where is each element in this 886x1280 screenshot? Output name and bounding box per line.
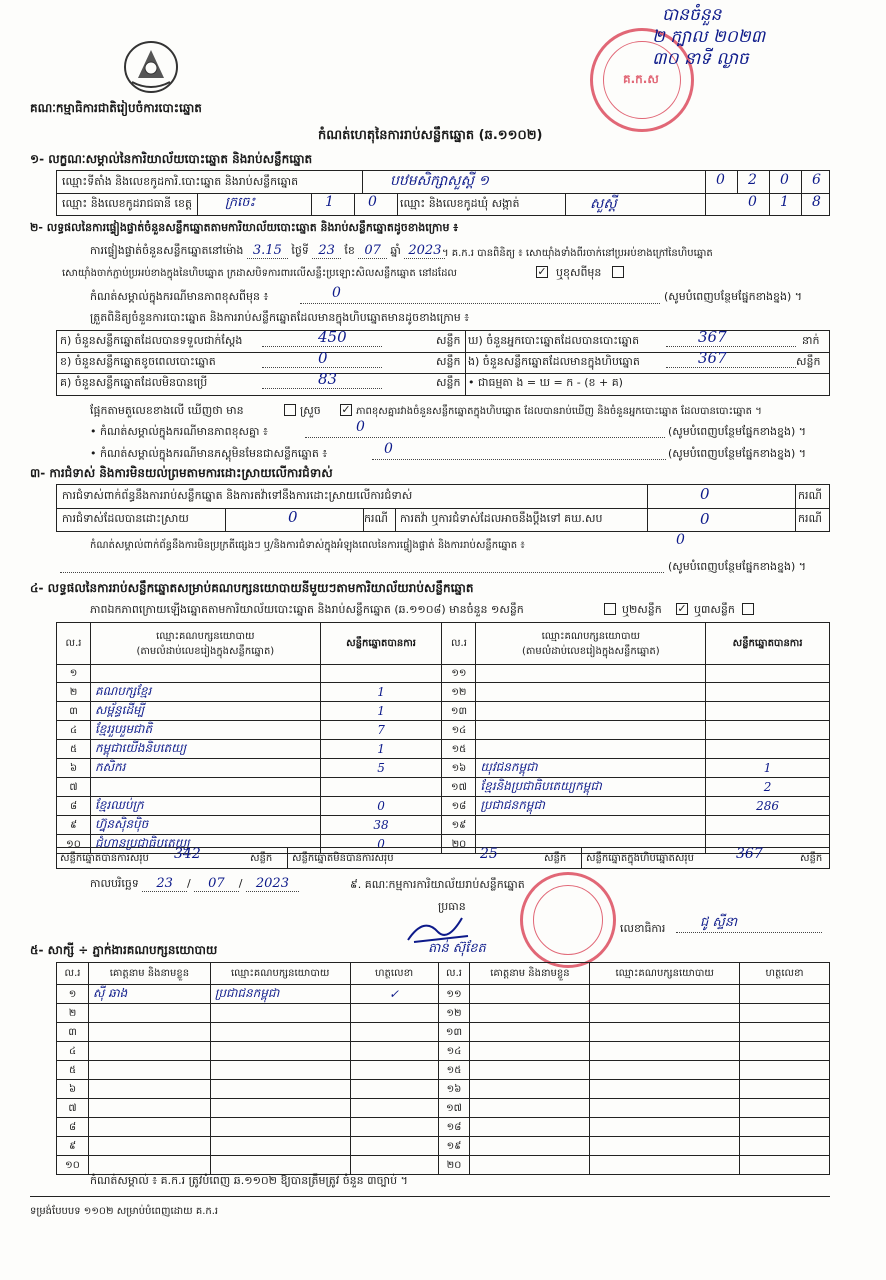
date-line: កាលបរិច្ឆេទ 23 / 07 / 2023 [90,876,299,893]
row-no: ២០ [438,1156,470,1175]
row-no: ១២ [438,1004,470,1023]
party-votes: 38 [320,816,442,835]
party-name [90,778,320,797]
witness-party [210,1042,350,1061]
appeal-unit: ករណី [798,512,822,525]
location-label: ឈ្មោះទីតាំង និងលេខកូដការិ.បោះឆ្នោត និងរាប់សន្លឹកឆ្នោត [62,175,299,188]
party-votes [706,665,830,683]
table-row [57,759,830,778]
party-name: យុវជនកម្ពុជា [476,759,706,778]
location-code-1: 0 [716,172,725,188]
count-intro: ត្រួតពិនិត្យចំនួនការបោះឆ្នោត និងការរាប់សន្លឹកឆ្នោតដែលមានក្នុងហិបឆ្នោតមានដូចខាងក្រោម ៖ [90,311,470,324]
valid-total-unit: សន្លឹក [250,853,273,864]
witness-signature [350,1156,438,1175]
party-name [476,721,706,740]
row-no: ១៥ [438,1061,470,1080]
witness-name [88,1023,210,1042]
witness-party [210,1061,350,1080]
row-no: ១៤ [438,1042,470,1061]
fill-hint-1: (សូមបំពេញបន្ថែមផ្នែកខាងខ្នង) ។ [664,290,803,303]
committee-seal [520,872,616,968]
witness-party [210,1156,350,1175]
same-checkbox[interactable]: ✓ [537,265,547,278]
w-col-name: គោត្តនាម និងនាមខ្លួន [88,963,210,985]
footnote: កំណត់សម្គាល់ ៖ គ.ក.រ ត្រូវបំពេញ ឆ.១១០២ ឱ្យបានត្រឹមត្រូវ ចំនួន ៣ច្បាប់ ។ [90,1174,408,1187]
table-row [57,778,830,797]
row-no: ៤ [57,1042,89,1061]
org-name: គណៈកម្មាធិការជាតិរៀបចំការបោះឆ្នោត [30,101,202,115]
invalid-total-value: 25 [480,846,498,862]
fill-hint-2: (សូមបំពេញបន្ថែមផ្នែកខាងខ្នង) ។ [668,425,807,438]
secretary-label: លេខាធិការ [620,922,666,935]
row-no: ៥ [57,1061,89,1080]
witness-row [57,1042,830,1061]
witness-name [470,1137,590,1156]
witness-name [470,1004,590,1023]
verify-day: 23 [312,243,341,259]
section-5-heading: ៥- សាក្សី ÷ ភ្នាក់ងារគណបក្សនយោបាយ [30,943,218,957]
party-name [476,816,706,835]
col-votes-right: សន្លឹកឆ្នោតបានការ [706,623,830,665]
witness-row [57,1137,830,1156]
witness-table [56,962,830,1175]
witness-row [57,1023,830,1042]
witness-row [57,1099,830,1118]
party-name: ជំហានប្រជាធិបតេយ្យ [90,835,320,854]
party-votes [706,740,830,759]
row-no: ៨ [57,797,91,816]
table-row [57,816,830,835]
witness-party [210,1080,350,1099]
party-name [476,702,706,721]
table-row [57,721,830,740]
table-row [57,797,830,816]
party-votes: 1 [320,702,442,721]
valid-total-value: 342 [174,846,201,862]
witness-party [590,1099,740,1118]
no-difference-checkbox[interactable] [284,404,296,416]
verify-line-tail: ។ គ.ក.រ បានពិនិត្យ ៖ សោយ៉ាំងទាំងពីរចាក់នៅប្រអប់ខាងក្រៅនៃហិបឆ្នោត [442,248,713,259]
w-col-sign: ហត្ថលេខា [350,963,438,985]
ballot-box-value: 367 [698,349,727,367]
party-votes [706,683,830,702]
foreign-object-value: 0 [384,441,393,457]
row-no: ១០ [57,1156,89,1175]
row-no: ១២ [442,683,476,702]
row-no: ១៤ [442,721,476,740]
row-no: ១៩ [438,1137,470,1156]
witness-row [57,1004,830,1023]
table-row [57,702,830,721]
emblem-icon [120,38,182,96]
table-row [57,740,830,759]
objection-unit: ករណី [798,489,822,502]
witness-signature [740,985,830,1004]
row-no: ១ [57,665,91,683]
witness-signature [740,1156,830,1175]
year-label: ឆ្នាំ [390,244,401,257]
resolved-label: ការជំទាស់ដែលបានដោះស្រាយ [62,512,189,525]
witness-party: ប្រជាជនកម្ពុជា [210,985,350,1004]
row-no: ២ [57,683,91,702]
row-no: ១១ [438,985,470,1004]
committee-label: ៩. គណៈកម្មការការិយាល័យរាប់សន្លឹកឆ្នោត [350,878,525,891]
received-unit: សន្លឹក [436,334,461,347]
witness-signature [350,1080,438,1099]
witness-signature [350,1118,438,1137]
unused-label: គ) ចំនួនសន្លឹកឆ្នោតដែលមិនបានប្រើ [60,376,208,389]
box-total-label: សន្លឹកឆ្នោតក្នុងហិបឆ្នោតសរុប [586,853,694,864]
witness-name [88,1137,210,1156]
row-no: ១៩ [442,816,476,835]
row-no: ១៨ [442,797,476,816]
chief-name: តាន់ ស៊ុខែត [428,941,486,956]
received-label: ក) ចំនួនសន្លឹកឆ្នោតដែលបានទទួលជាក់ស្ដែង [60,334,243,347]
commune-label: ឈ្មោះ និងលេខកូដឃុំ សង្កាត់ [400,197,520,210]
day-label: ថ្ងៃទី [291,244,309,257]
check-line-label: ផ្អែកតាមតួលេខខាងលើ ឃើញថា មាន [90,404,244,417]
verify-year: 2023 [404,243,445,259]
verify-time: 3.15 [247,243,288,259]
witness-signature [350,1004,438,1023]
witness-party [590,985,740,1004]
party-votes: 286 [706,797,830,816]
box-total-value: 367 [736,846,763,862]
witness-party [210,1004,350,1023]
irregularity-value: 0 [676,532,685,548]
witness-signature [740,1118,830,1137]
witness-signature [740,1023,830,1042]
location-value: បឋមសិក្សាសួស្ដី ១ [390,173,489,189]
party-votes [320,778,442,797]
w-col-party-right: ឈ្មោះគណបក្សនយោបាយ [590,963,740,985]
resolved-value: 0 [288,508,298,526]
witness-name [470,1080,590,1099]
resolved-unit: ករណី [364,512,388,525]
secretary-name: ជូ ស្ទីនា [700,915,738,930]
commune-value: សួស្ដី [590,196,617,212]
province-code-1: 1 [325,194,334,210]
location-code-3: 0 [780,172,789,188]
witness-signature [350,1023,438,1042]
witness-party [590,1004,740,1023]
col-votes: សន្លឹកឆ្នោតបានការ [320,623,442,665]
difference-note-label: កំណត់សម្គាល់ក្នុងករណីមានភាពខុសពីមុន ៖ [90,290,269,303]
row-no: ១៣ [438,1023,470,1042]
different-checkbox[interactable] [612,266,624,278]
witness-name [88,1118,210,1137]
w-col-no-right: ល.រ [438,963,470,985]
invalid-total-label: សន្លឹកឆ្នោតមិនបានការសរុប [292,853,394,864]
three-sheets-label: ឬ៣សន្លឹក [694,603,735,616]
formula: • ជាធម្មតា ង = ឃ = ក - (ខ + គ) [468,376,623,389]
section-1-heading: ១- លក្ខណៈសម្គាល់នៃការិយាល័យបោះឆ្នោត និងរាប់សន្លឹកឆ្នោត [30,152,313,166]
witness-party [590,1042,740,1061]
spoiled-label: ខ) ចំនួនសន្លឹកឆ្នោតខូចពេលបោះឆ្នោត [60,355,216,368]
party-name: ហ្វ៊ុនស៊ិនប៉ិច [90,816,320,835]
row-no: ១៧ [442,778,476,797]
witness-party [210,1023,350,1042]
spoiled-unit: សន្លឹក [436,355,461,368]
difference-remark-value: 0 [356,419,365,435]
row-no: ៧ [57,778,91,797]
row-no: ២ [57,1004,89,1023]
witness-name [470,1156,590,1175]
page-title: កំណត់ហេតុនៃការរាប់សន្លឹកឆ្នោត (ឆ.១១០២) [318,128,543,143]
no-difference-label: ស្រួច [300,404,321,417]
party-votes: 1 [320,683,442,702]
province-value: ក្រចេះ [225,195,256,210]
witness-signature [350,1042,438,1061]
witness-row [57,1080,830,1099]
party-votes: 7 [320,721,442,740]
different-label: ឬខុសពីមុន [556,266,602,279]
col-party-right: ឈ្មោះគណបក្សនយោបាយ (តាមលំដាប់លេខរៀងក្នុងសន្លឹកឆ្នោត) [476,623,706,665]
location-code-4: 6 [812,172,821,188]
row-no: ១៥ [442,740,476,759]
row-no: ១ [57,985,89,1004]
party-results-table [56,622,830,854]
party-name [476,683,706,702]
witness-name [88,1156,210,1175]
objection-label: ការជំទាស់ពាក់ព័ន្ធនឹងការរាប់សន្លឹកឆ្នោត និងការតវ៉ាទៅនឹងការដោះស្រាយលើការជំទាស់ [62,489,413,502]
col-no: ល.រ [57,623,91,665]
witness-signature [740,1004,830,1023]
ballot-box-unit: សន្លឹក [796,355,821,368]
objection-value: 0 [700,485,710,503]
row-no: ១៦ [442,759,476,778]
row-no: ៤ [57,721,91,740]
witness-name [470,1118,590,1137]
row-no: ៨ [57,1118,89,1137]
invalid-total-unit: សន្លឹក [544,853,567,864]
row-no: ១៣ [442,702,476,721]
party-name: សម្ព័ន្ធដើម្បី [90,702,320,721]
witness-name [88,1004,210,1023]
party-name: ខ្មែររួបរួមជាតិ [90,721,320,740]
chief-label: ប្រធាន [438,900,466,913]
row-no: ៧ [57,1099,89,1118]
voters-value: 367 [698,328,727,346]
witness-signature [740,1099,830,1118]
commune-code-2: 1 [780,194,789,210]
row-no: ៣ [57,702,91,721]
appeal-label: ការតវ៉ា ឬការជំទាស់ដែលអាចនឹងប្ដឹងទៅ គឃ.សប [400,512,603,525]
party-votes: 2 [706,778,830,797]
party-name: គណបក្សខ្មែរ [90,683,320,702]
witness-party [210,1137,350,1156]
row-no: ៩ [57,1137,89,1156]
party-name [476,740,706,759]
witness-party [590,1061,740,1080]
month-label: ខែ [344,244,355,257]
row-no: ៦ [57,759,91,778]
witness-signature: ✓ [350,985,438,1004]
witness-signature [740,1137,830,1156]
witness-signature [740,1042,830,1061]
official-seal: គ.ក.ស [590,28,694,132]
province-label: ឈ្មោះ និងលេខកូដរាជធានី ខេត្ត [62,197,192,210]
party-votes: 0 [320,835,442,854]
w-col-sign-right: ហត្ថលេខា [740,963,830,985]
location-code-2: 2 [748,172,757,188]
row-no: ១០ [57,835,91,854]
col-no-right: ល.រ [442,623,476,665]
w-col-no: ល.រ [57,963,89,985]
witness-name [470,985,590,1004]
row-no: ១១ [442,665,476,683]
witness-signature [350,1099,438,1118]
unused-value: 83 [318,370,338,388]
row-no: ១៧ [438,1099,470,1118]
witness-signature [740,1080,830,1099]
witness-party [590,1156,740,1175]
table-row [57,665,830,683]
witness-name: ស៊ី ឆាង [88,985,210,1004]
witness-signature [350,1061,438,1080]
received-value: 450 [318,328,347,346]
party-votes [706,816,830,835]
party-name: ខ្មែរឈប់ក្រ [90,797,320,816]
witness-name [470,1042,590,1061]
witness-name [470,1023,590,1042]
witness-party [590,1118,740,1137]
difference-remark-label: • កំណត់សម្គាល់ក្នុងករណីមានភាពខុសគ្នា ៖ [90,425,268,438]
three-sheets-checkbox[interactable] [742,603,754,615]
witness-signature [740,1061,830,1080]
witness-name [88,1042,210,1061]
party-votes [706,721,830,740]
row-no: ១៦ [438,1080,470,1099]
witness-party [590,1137,740,1156]
w-col-party: ឈ្មោះគណបក្សនយោបាយ [210,963,350,985]
table-row [57,683,830,702]
fill-hint-3: (សូមបំពេញបន្ថែមផ្នែកខាងខ្នង) ។ [668,447,807,460]
form-footer: ទម្រង់បែបបទ ១១០២ សម្រាប់បំពេញដោយ គ.ក.រ [30,1206,219,1217]
voters-unit: នាក់ [802,334,820,347]
one-sheet-checkbox[interactable] [604,603,616,615]
party-votes: 5 [320,759,442,778]
party-votes: 0 [320,797,442,816]
difference-note-value: 0 [332,285,341,301]
witness-party [590,1023,740,1042]
verify-time-label: ការផ្ទៀងផ្ទាត់ចំនួនសន្លឹកឆ្នោតនៅម៉ោង [90,244,244,257]
witness-row [57,1061,830,1080]
spoiled-value: 0 [318,349,328,367]
witness-party [210,1118,350,1137]
witness-party [590,1080,740,1099]
row-no: ១៨ [438,1118,470,1137]
difference-checkbox[interactable]: ✓ [341,403,351,416]
unused-unit: សន្លឹក [436,376,461,389]
witness-row [57,1118,830,1137]
party-votes [706,702,830,721]
section-2-heading: ២- លទ្ធផលនៃការផ្ទៀងផ្ទាត់ចំនួនសន្លឹកឆ្នោតតាមការិយាល័យបោះឆ្នោត និងរាប់សន្លឹកឆ្នោតដូចខាងក្រោម ៖ [30,221,459,234]
ballot-box-label: ង) ចំនួនសន្លឹកឆ្នោតដែលមានក្នុងហិបឆ្នោត [468,355,640,368]
verify-line-2: សោយ៉ាំងចាក់ភ្ជាប់ប្រអប់ខាងក្នុងនៃហិបឆ្នោត ក្រដាសបិទការពារលើសន្លឹះប្រឡោះសិលសន្លឹកឆ្នោត នៅដដែល [62,268,457,279]
foreign-object-label: • កំណត់សម្គាល់ក្នុងករណីមានភស្តុមិនមែនជាសន្លឹកឆ្នោត ៖ [90,447,328,460]
totals-row [56,847,830,869]
commune-code-3: 8 [812,194,821,210]
handwritten-note: បានចំនួន ២ ក្បាល ២០២៣ ៣០ នាទី ល្ងាច [652,5,766,69]
row-no: ៥ [57,740,91,759]
col-party: ឈ្មោះគណបក្សនយោបាយ (តាមលំដាប់លេខរៀងក្នុងសន្លឹកឆ្នោត) [90,623,320,665]
commune-code-1: 0 [748,194,757,210]
party-votes: 1 [320,740,442,759]
party-name: កម្ពុជាយើងនិបតេយ្យ [90,740,320,759]
two-sheets-checkbox[interactable]: ✓ [677,602,687,615]
party-name [90,665,320,683]
section-3-heading: ៣- ការជំទាស់ និងការមិនយល់ព្រមតាមការដោះស្រាយលើការជំទាស់ [30,466,333,480]
appeal-value: 0 [700,510,710,528]
witness-name [470,1099,590,1118]
section-4-heading: ៤- លទ្ធផលនៃការរាប់សន្លឹកឆ្នោតសម្រាប់គណបក្សនយោបាយនីមួយៗតាមការិយាល័យរាប់សន្លឹកឆ្នោត [30,581,474,595]
party-name [476,665,706,683]
difference-label: ភាពខុសគ្នារវាងចំនួនសន្លឹកឆ្នោតក្នុងហិបឆ្នោត ដែលបានរាប់ឃើញ និងចំនួនអ្នកបោះឆ្នោត ដែលបានបោះឆ្នោត ។ [356,406,762,417]
witness-party [210,1099,350,1118]
party-name: កសិករ [90,759,320,778]
witness-name [88,1080,210,1099]
two-sheets-label: ឬ២សន្លឹក [622,603,662,616]
party-votes [320,665,442,683]
row-no: ២០ [442,835,476,854]
witness-name [88,1061,210,1080]
witness-row [57,985,830,1004]
party-name: ប្រជាជនកម្ពុជា [476,797,706,816]
fill-hint-4: (សូមបំពេញបន្ថែមផ្នែកខាងខ្នង) ។ [668,560,807,573]
row-no: ៦ [57,1080,89,1099]
witness-name [88,1099,210,1118]
row-no: ៩ [57,816,91,835]
valid-total-label: សន្លឹកឆ្នោតបានការសរុប [60,853,149,864]
sheets-intro: ភាពឯកភាពក្រោយឡើងឆ្នោតតាមការិយាល័យបោះឆ្នោត និងរាប់សន្លឹកឆ្នោត (ឆ.១១០៨) មានចំនួន ១សន្លឹក [90,603,524,616]
party-name: ខ្មែរនិងប្រជាធិបតេយ្យកម្ពុជា [476,778,706,797]
witness-row [57,1156,830,1175]
w-col-name-right: គោត្តនាម និងនាមខ្លួន [470,963,590,985]
witness-name [470,1061,590,1080]
box-total-unit: សន្លឹក [800,853,823,864]
row-no: ៣ [57,1023,89,1042]
irregularity-label: កំណត់សម្គាល់ពាក់ព័ន្ធនឹងការមិនប្រក្រតីផ្សេងៗ ឬ/និងការជំទាស់ក្នុងអំឡុងពេលនៃការផ្ទៀងផ្ទាត់ និងការរាប់សន្លឹកឆ្នោត ៖ [90,540,525,551]
party-votes: 1 [706,759,830,778]
verify-month: 07 [358,243,387,259]
voters-label: ឃ) ចំនួនអ្នកបោះឆ្នោតដែលបានបោះឆ្នោត [468,334,640,347]
province-code-2: 0 [368,194,377,210]
witness-signature [350,1137,438,1156]
